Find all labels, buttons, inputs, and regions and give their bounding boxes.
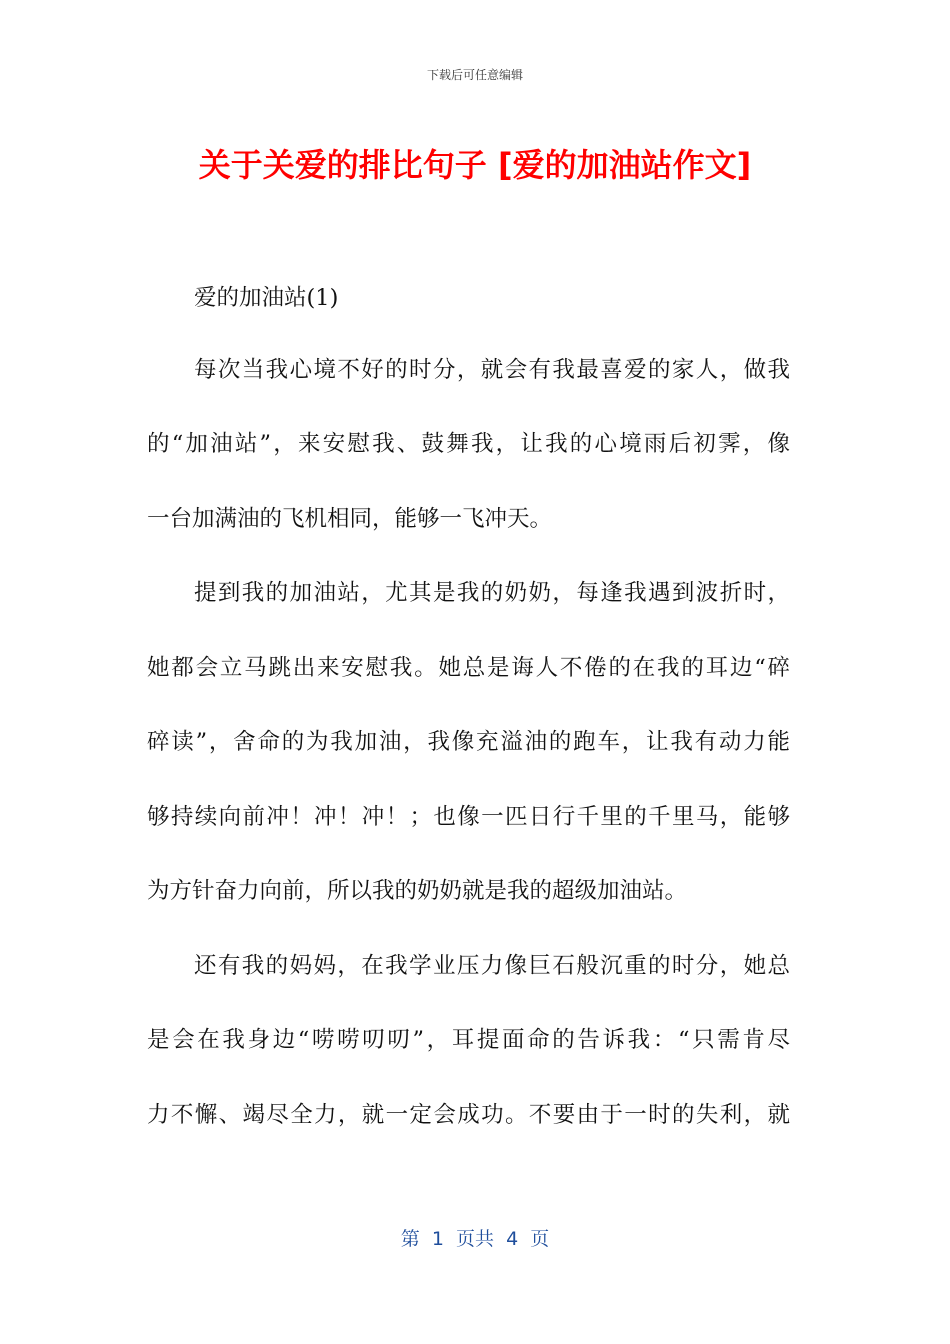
header-note: 下载后可任意编辑 xyxy=(426,68,523,82)
paragraph-line: 提到我的加油站，尤其是我的奶奶，每逢我遇到波折时， xyxy=(194,580,790,606)
paragraph-line: 是会在我身边“唠唠叨叨”，耳提面命的告诉我：“只需肯尽 xyxy=(147,1027,790,1053)
paragraph-line: 力不懈、竭尽全力，就一定会成功。不要由于一时的失利，就 xyxy=(147,1102,790,1128)
paragraph-line: 一台加满油的飞机相同，能够一飞冲天。 xyxy=(147,506,553,532)
page-footer: 第 1 页共 4 页 xyxy=(400,1228,550,1250)
paragraph-line: 她都会立马跳出来安慰我。她总是诲人不倦的在我的耳边“碎 xyxy=(147,655,790,681)
paragraph-line: 每次当我心境不好的时分，就会有我最喜爱的家人，做我 xyxy=(194,357,790,383)
paragraph-line: 碎读”，舍命的为我加油，我像充溢油的跑车，让我有动力能 xyxy=(147,729,790,755)
paragraph-line: 的“加油站”，来安慰我、鼓舞我，让我的心境雨后初霁，像 xyxy=(147,431,790,457)
section-heading: 爱的加油站(1) xyxy=(194,285,339,311)
paragraph-line: 够持续向前冲！冲！冲！；也像一匹日行千里的千里马，能够 xyxy=(147,804,790,830)
paragraph-line: 为方针奋力向前，所以我的奶奶就是我的超级加油站。 xyxy=(147,878,688,904)
document-title: 关于关爱的排比句子 [爱的加油站作文] xyxy=(198,146,752,184)
paragraph-line: 还有我的妈妈，在我学业压力像巨石般沉重的时分，她总 xyxy=(194,953,790,979)
